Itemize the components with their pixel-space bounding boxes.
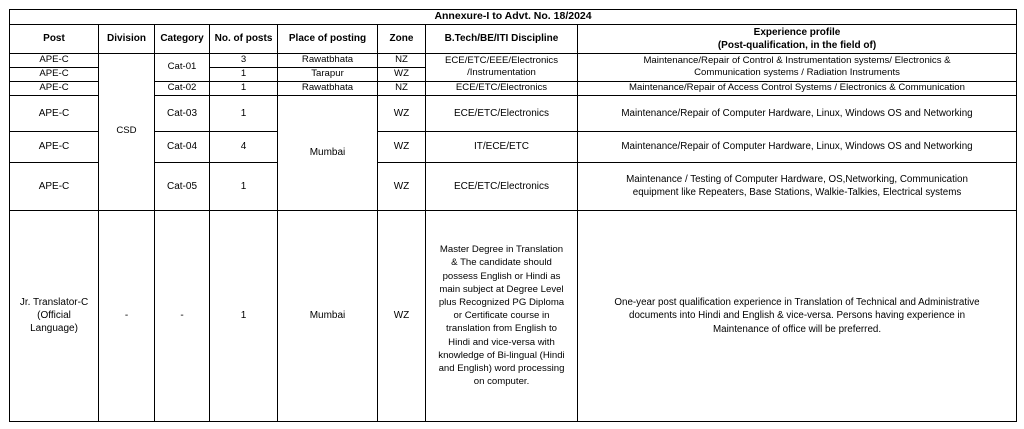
qualification-line: knowledge of Bi-lingual (Hindi [438,349,565,361]
table-row [10,210,1017,421]
place-cell: Rawatbhata [278,81,378,96]
post-line: (Official [37,310,71,322]
category-cell: Cat-02 [155,81,210,96]
experience-line: Communication systems / Radiation Instruments [694,67,900,79]
experience-line: equipment like Repeaters, Base Stations, Walkie-Talkies, Electrical systems [632,187,962,199]
experience-line: documents into Hindi and English & vice-versa. Persons having experience in [629,310,966,322]
discipline-cell [426,53,578,81]
header-zone: Zone [378,24,426,53]
zone-cell: NZ [378,53,426,67]
experience-cell: Maintenance/Repair of Computer Hardware, Linux, Windows OS and Networking [578,131,1017,162]
posts-cell: 1 [210,67,278,81]
table-title: Annexure-I to Advt. No. 18/2024 [10,10,1017,25]
experience-line: One-year post qualification experience in Translation of Technical and Administrative [614,296,980,308]
discipline-cell: IT/ECE/ETC [426,131,578,162]
post-line: Jr. Translator-C [19,297,89,309]
division-cell: - [99,210,155,421]
discipline-line: /Instrumentation [467,67,536,79]
zone-cell: WZ [378,162,426,210]
category-cell: Cat-01 [155,53,210,81]
table-row [10,131,1017,162]
experience-line: Maintenance of office will be preferred. [712,323,882,335]
table-row [10,53,1017,67]
discipline-cell: ECE/ETC/Electronics [426,81,578,96]
discipline-cell: ECE/ETC/Electronics [426,96,578,131]
category-cell: Cat-04 [155,131,210,162]
qualification-line: Hindi and vice-versa with [448,336,555,348]
zone-cell: WZ [378,210,426,421]
table-row [10,162,1017,210]
experience-cell [578,162,1017,210]
header-category: Category [155,24,210,53]
post-cell: APE-C [10,81,99,96]
experience-cell [578,210,1017,421]
qualification-line: main subject at Degree Level [439,283,564,295]
posts-cell: 4 [210,131,278,162]
zone-cell: WZ [378,96,426,131]
post-line: Language) [30,323,78,335]
post-cell: APE-C [10,67,99,81]
zone-cell: NZ [378,81,426,96]
post-cell: APE-C [10,53,99,67]
posts-cell: 1 [210,210,278,421]
header-discipline: B.Tech/BE/ITI Discipline [426,24,578,53]
experience-line: Maintenance/Repair of Control & Instrumentation systems/ Electronics & [643,54,951,66]
category-cell: - [155,210,210,421]
division-cell: CSD [99,53,155,210]
qualification-line: Master Degree in Translation [439,244,564,256]
header-division: Division [99,24,155,53]
zone-cell: WZ [378,67,426,81]
posts-cell: 1 [210,96,278,131]
header-post: Post [10,24,99,53]
posts-cell: 1 [210,81,278,96]
experience-cell: Maintenance/Repair of Computer Hardware, Linux, Windows OS and Networking [578,96,1017,131]
qualification-line: translation from English to [446,323,557,335]
posts-cell: 1 [210,162,278,210]
category-cell: Cat-03 [155,96,210,131]
place-cell: Mumbai [278,210,378,421]
header-experience-line2: (Post-qualification, in the field of) [717,39,877,51]
table-row [10,96,1017,131]
place-cell: Mumbai [278,96,378,210]
qualification-cell [426,210,578,421]
qualification-line: or Certificate course in [453,310,550,322]
zone-cell: WZ [378,131,426,162]
post-cell: APE-C [10,131,99,162]
annexure-table [9,9,1017,422]
qualification-line: & The candidate should [451,257,552,269]
post-cell: APE-C [10,162,99,210]
qualification-line: possess English or Hindi as [442,270,561,282]
header-place: Place of posting [278,24,378,53]
qualification-line: on computer. [473,376,530,388]
discipline-cell: ECE/ETC/Electronics [426,162,578,210]
header-experience [578,24,1017,53]
discipline-line: ECE/ETC/EEE/Electronics [444,54,559,66]
experience-line: Maintenance / Testing of Computer Hardware, OS,Networking, Communication [626,173,968,185]
header-posts: No. of posts [210,24,278,53]
table-row [10,81,1017,96]
category-cell: Cat-05 [155,162,210,210]
qualification-line: and English) word processing [438,363,565,375]
posts-cell: 3 [210,53,278,67]
qualification-line: plus Recognized PG Diploma [438,297,565,309]
post-cell: APE-C [10,96,99,131]
header-experience-line1: Experience profile [753,26,841,38]
experience-cell: Maintenance/Repair of Access Control Systems / Electronics & Communication [578,81,1017,96]
post-cell [10,210,99,421]
experience-cell [578,53,1017,81]
place-cell: Rawatbhata [278,53,378,67]
place-cell: Tarapur [278,67,378,81]
